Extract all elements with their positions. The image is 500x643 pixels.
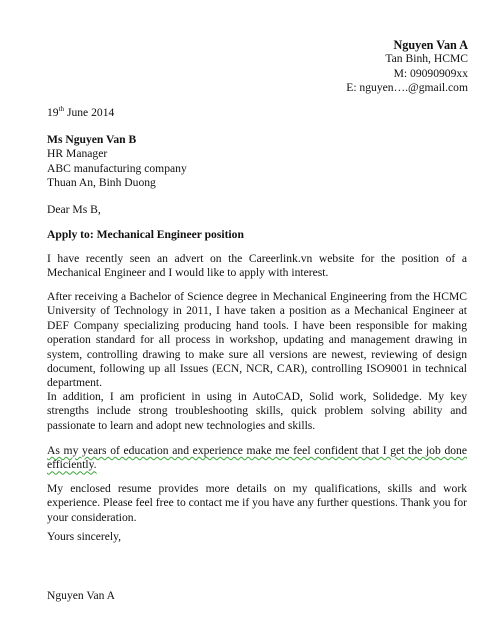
- recipient-location: Thuan An, Binh Duong: [47, 176, 156, 190]
- subject-line: Apply to: Mechanical Engineer position: [47, 228, 244, 241]
- paragraph-confidence: [47, 444, 467, 473]
- paragraph-intro: I have recently seen an advert on the Careerlink.vn website for the position of a Mechanical Engineer and I would like to apply with interest.: [47, 252, 467, 280]
- paragraph-confidence-text: As my years of education and experience make me feel confident that I get the job done efficiently.: [47, 444, 467, 472]
- closing-phrase: Yours sincerely,: [47, 530, 122, 543]
- sender-email: E: nguyen….@gmail.com: [346, 81, 468, 95]
- recipient-block: [47, 133, 467, 191]
- recipient-title: HR Manager: [47, 147, 108, 161]
- paragraph-skills: In addition, I am proficient in using in AutoCAD, Solid work, Solidedge. My key strengths include strong troubleshooting skills, quick problem solving ability and passionate to learn and adopt new technologies and skills.: [47, 390, 467, 432]
- letter-date: [47, 106, 467, 120]
- sender-mobile: M: 09090909xx: [393, 66, 468, 80]
- sender-block: [346, 38, 468, 96]
- sender-name: Nguyen Van A: [393, 38, 468, 52]
- date-day: 19: [47, 106, 59, 119]
- date-suffix: th: [58, 105, 65, 114]
- paragraph-experience: After receiving a Bachelor of Science degree in Mechanical Engineering from the HCMC University of Technology in 2011, I have taken a position as a Mechanical Engineer at DEF Company specializing producing hand tools. I have been responsible for making operation standard for all process in workshop, updating and management drawing in system, controlling drawing to make sure all versions are newest, reviewing of design document, following up all Issues (ECN, NCR, CAR), controlling ISO9001 in technical department.: [47, 290, 467, 390]
- date-rest: June 2014: [64, 106, 115, 119]
- recipient-name: Ms Nguyen Van B: [47, 133, 137, 146]
- signature-name: Nguyen Van A: [47, 589, 116, 602]
- recipient-company: ABC manufacturing company: [47, 161, 187, 175]
- paragraph-closing: My enclosed resume provides more details on my qualifications, skills and work experience. Please feel free to contact me if you have any further questions. Thank you for your consideration.: [47, 482, 467, 524]
- sender-address: Tan Binh, HCMC: [385, 52, 468, 66]
- salutation: Dear Ms B,: [47, 203, 101, 216]
